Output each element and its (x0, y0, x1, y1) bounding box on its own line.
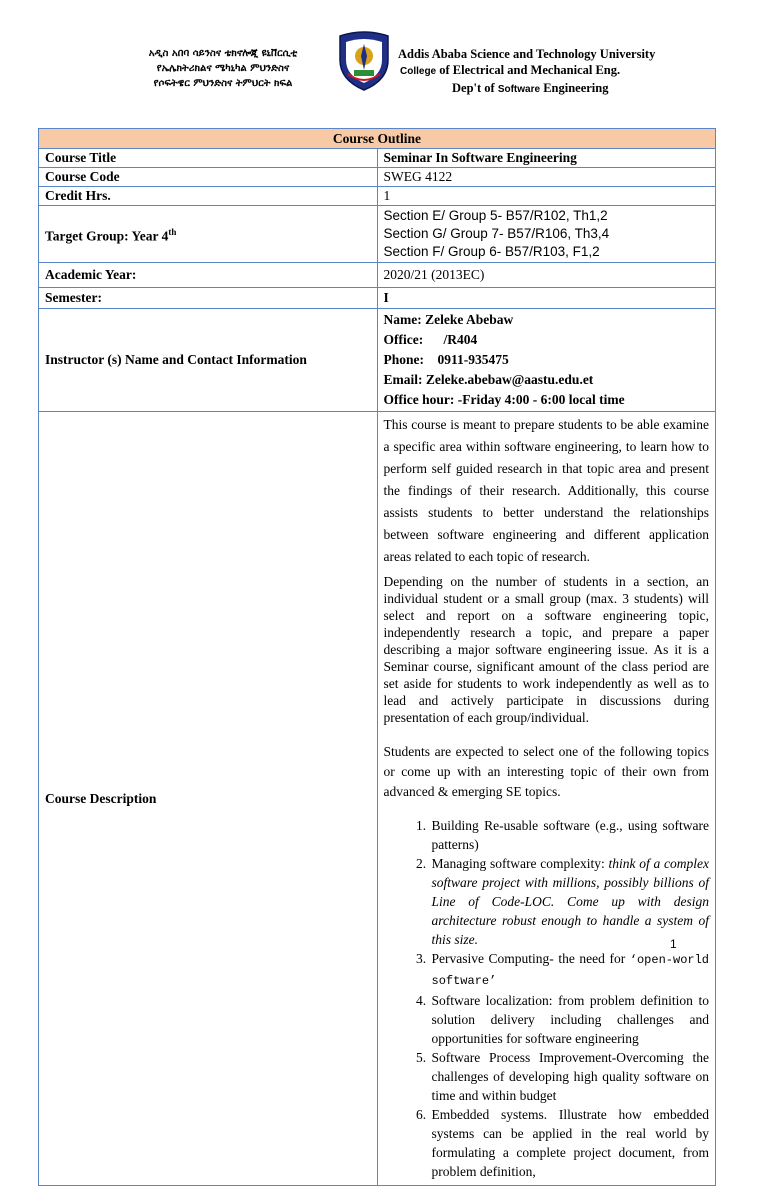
college-prefix: College (400, 66, 437, 77)
course-description-label: Course Description (39, 412, 378, 1186)
target-group-label (39, 206, 378, 263)
instructor-label: Instructor (s) Name and Contact Information (39, 309, 378, 412)
college-rest: of Electrical and Mechanical Eng. (436, 63, 621, 77)
topic-3-mono: ‘open-world software’ (431, 953, 709, 988)
topic-2-plain: Managing software complexity: (431, 856, 609, 871)
target-group-label-text: Target Group: Year 4 (45, 228, 169, 244)
row-instructor (39, 309, 716, 412)
english-header (398, 46, 668, 98)
description-paragraph-2: Depending on the number of students in a section, an individual student or a small group (max. 3 students) will select and report on a software engineering topic, independently research a topic, and prepare a paper describing a major software engineering issue. As it is a Seminar course, significant amount of the class period are set aside for students to work independently as well as to lead and actively participate in discussions during presentation of each group/individual. (383, 574, 709, 725)
amharic-line-3: የሶፍትዌር ምህንድስና ትምህርት ክፍል (153, 78, 293, 89)
semester-value: I (377, 288, 716, 309)
row-course-title (39, 149, 716, 168)
amharic-header (98, 46, 348, 91)
page-number: 1 (670, 937, 677, 951)
section-line: Section E/ Group 5- B57/R102, Th1,2 (383, 208, 608, 223)
academic-year-label: Academic Year: (39, 263, 378, 288)
topic-2-italic: think of a complex software project with millions, possibly billions of Line of Code-LOC. Come up with design architecture robust enough to handle a system of this size. (431, 856, 709, 947)
list-item (430, 949, 710, 991)
table-title: Course Outline (39, 129, 716, 149)
university-name: Addis Ababa Science and Technology University (398, 47, 656, 61)
course-title-value: Seminar In Software Engineering (377, 149, 716, 168)
instructor-email: Email: Zeleke.abebaw@aastu.edu.et (383, 372, 594, 387)
course-code-value: SWEG 4122 (377, 168, 716, 187)
list-item: 6. Embedded systems. Illustrate how embedded systems can be applied in the real world by formulating a complete project document, from problem definition, (430, 1105, 710, 1181)
row-semester (39, 288, 716, 309)
dept-small: Software (497, 84, 541, 95)
topic-3-plain: Pervasive Computing- the need for (431, 951, 630, 966)
target-group-sections (377, 206, 716, 263)
row-credit-hrs (39, 187, 716, 206)
list-item: 4. Software localization: from problem definition to solution delivery including challenges and opportunities for software engineering (430, 991, 710, 1048)
table-header-row (39, 129, 716, 149)
amharic-line-1: አዲስ አበባ ሳይንስና ቴክኖሎጂ ዩኒቨርሲቲ (148, 48, 298, 59)
course-code-label: Course Code (39, 168, 378, 187)
row-course-code (39, 168, 716, 187)
list-item (430, 854, 710, 949)
department-name (398, 80, 668, 98)
row-course-description (39, 412, 716, 1186)
course-outline-table (38, 128, 716, 1186)
description-paragraph-1: This course is meant to prepare students to be able examine a specific area within software engineering, to learn how to perform self guided research in that topic area and present the findings of their research. Additionally, this course assists students to better understand the relationships between software engineering and different application areas related to each topic of research. (383, 417, 709, 564)
instructor-info (377, 309, 716, 412)
list-item: 1. Building Re-usable software (e.g., using software patterns) (430, 816, 710, 854)
row-target-group (39, 206, 716, 263)
dept-rest: Engineering (540, 81, 609, 95)
credit-hrs-value: 1 (377, 187, 716, 206)
instructor-office-hour: Office hour: -Friday 4:00 - 6:00 local time (383, 392, 625, 407)
university-logo-icon (336, 30, 392, 92)
instructor-phone: Phone: 0911-935475 (383, 352, 509, 367)
description-paragraph-3: Students are expected to select one of the following topics or come up with an interesting topic of their own from advanced & emerging SE topics. (383, 744, 709, 799)
section-line: Section G/ Group 7- B57/R106, Th3,4 (383, 226, 610, 241)
topics-list (384, 816, 710, 1181)
academic-year-value: 2020/21 (2013EC) (377, 263, 716, 288)
dept-prefix: Dep't of (452, 81, 498, 95)
semester-label: Semester: (39, 288, 378, 309)
course-title-label: Course Title (39, 149, 378, 168)
instructor-name: Name: Zeleke Abebaw (383, 312, 514, 327)
amharic-line-2: የኤሌክትሪክልና ሜካኒካል ምህንድስና (156, 63, 290, 74)
list-item: 5. Software Process Improvement-Overcoming the challenges of developing high quality software on time and within budget (430, 1048, 710, 1105)
instructor-office: Office: /R404 (383, 332, 478, 347)
row-academic-year (39, 263, 716, 288)
course-description-body (377, 412, 716, 1186)
credit-hrs-label: Credit Hrs. (39, 187, 378, 206)
college-name (398, 62, 668, 80)
target-group-sup: th (168, 226, 177, 237)
section-line: Section F/ Group 6- B57/R103, F1,2 (383, 244, 600, 259)
